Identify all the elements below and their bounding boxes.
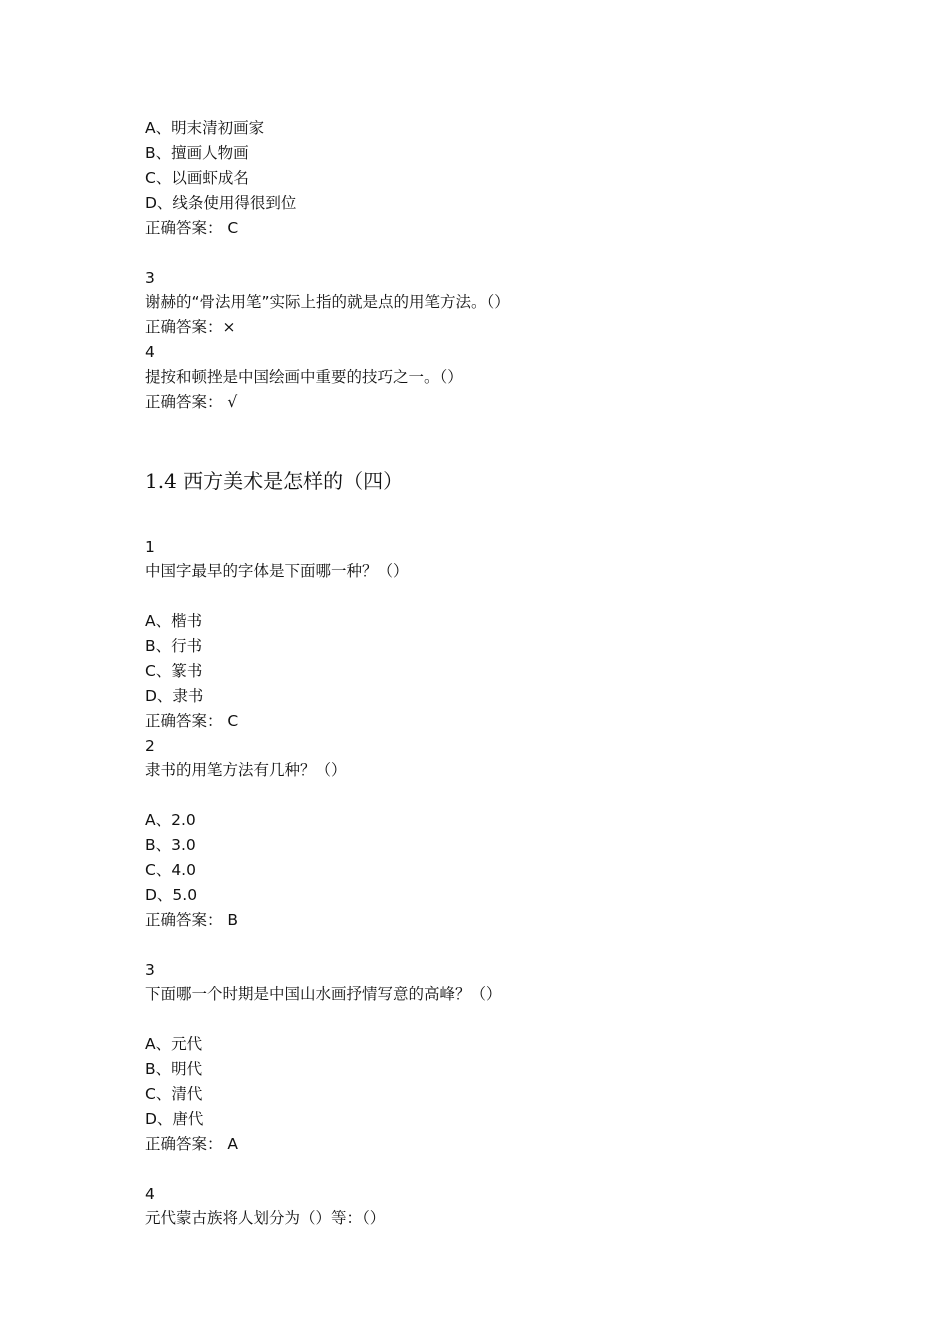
option-d: D、线条使用得很到位 bbox=[145, 194, 297, 212]
option-c: C、4.0 bbox=[145, 861, 196, 879]
option-b: B、3.0 bbox=[145, 836, 196, 854]
answer-line: 正确答案： A bbox=[145, 1135, 239, 1153]
option-d: D、5.0 bbox=[145, 886, 198, 904]
question-text: 中国字最早的字体是下面哪一种？（） bbox=[145, 562, 409, 580]
option-a: A、楷书 bbox=[145, 612, 203, 630]
option-c: C、以画虾成名 bbox=[145, 169, 249, 187]
question-number: 4 bbox=[145, 1185, 155, 1203]
question-text: 隶书的用笔方法有几种？（） bbox=[145, 761, 347, 779]
section-title: 1.4 西方美术是怎样的（四） bbox=[145, 469, 404, 493]
option-c: C、篆书 bbox=[145, 662, 203, 680]
answer-line: 正确答案： C bbox=[145, 712, 239, 730]
option-a: A、明末清初画家 bbox=[145, 119, 265, 137]
question-text: 元代蒙古族将人划分为（）等：（） bbox=[145, 1209, 386, 1227]
question-number: 4 bbox=[145, 343, 155, 361]
option-c: C、清代 bbox=[145, 1085, 203, 1103]
answer-line: 正确答案： C bbox=[145, 219, 239, 237]
question-text: 下面哪一个时期是中国山水画抒情写意的高峰？（） bbox=[145, 985, 502, 1003]
question-number: 3 bbox=[145, 269, 155, 287]
question-number: 3 bbox=[145, 961, 155, 979]
answer-line: 正确答案： √ bbox=[145, 393, 238, 411]
option-b: B、行书 bbox=[145, 637, 203, 655]
question-number: 1 bbox=[145, 538, 155, 556]
option-a: A、2.0 bbox=[145, 811, 196, 829]
question-text: 谢赫的“骨法用笔”实际上指的就是点的用笔方法。（） bbox=[145, 293, 510, 311]
question-number: 2 bbox=[145, 737, 155, 755]
option-b: B、明代 bbox=[145, 1060, 203, 1078]
option-d: D、唐代 bbox=[145, 1110, 204, 1128]
question-text: 提按和顿挫是中国绘画中重要的技巧之一。（） bbox=[145, 368, 463, 386]
answer-line: 正确答案： B bbox=[145, 911, 239, 929]
option-d: D、隶书 bbox=[145, 687, 204, 705]
option-b: B、擅画人物画 bbox=[145, 144, 249, 162]
option-a: A、元代 bbox=[145, 1035, 203, 1053]
answer-line: 正确答案：× bbox=[145, 318, 236, 336]
